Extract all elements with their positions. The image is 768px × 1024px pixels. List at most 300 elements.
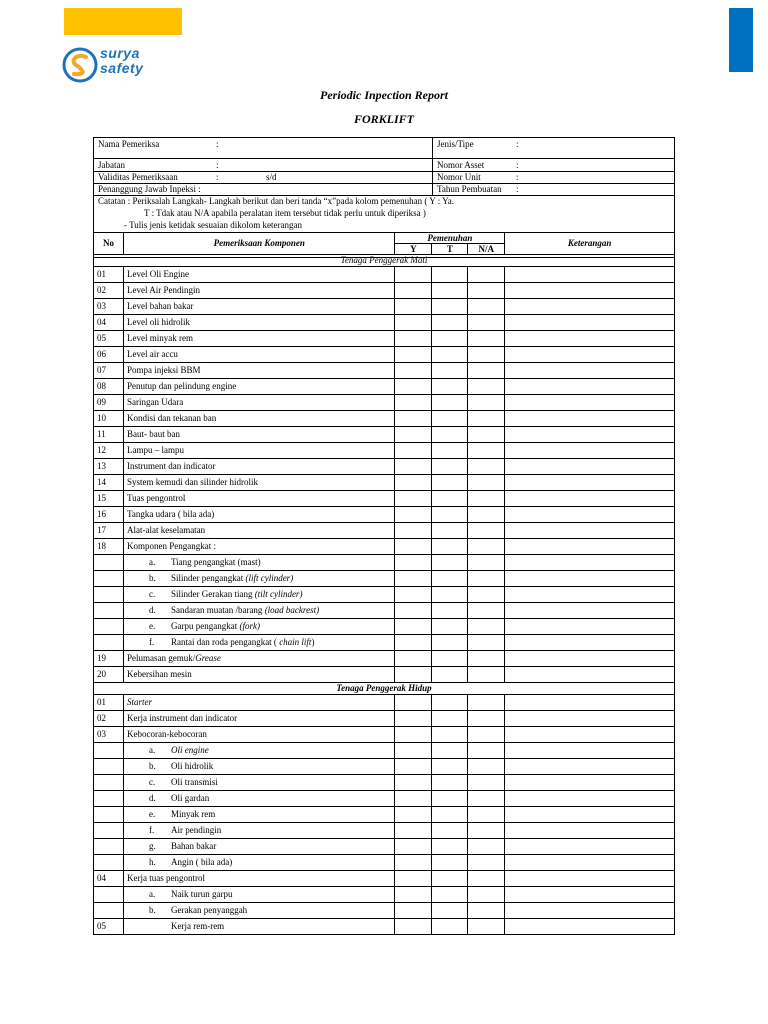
keterangan-cell[interactable] xyxy=(505,587,675,603)
check-na[interactable] xyxy=(468,759,505,775)
keterangan-cell[interactable] xyxy=(505,855,675,871)
row-number xyxy=(94,791,124,807)
check-y[interactable] xyxy=(395,523,432,539)
sd-label: s/d xyxy=(266,172,277,182)
check-na[interactable] xyxy=(468,539,505,555)
table-row xyxy=(94,807,675,823)
check-t[interactable] xyxy=(432,759,468,775)
check-t[interactable] xyxy=(432,743,468,759)
row-label xyxy=(123,695,394,711)
keterangan-cell[interactable] xyxy=(505,635,675,651)
table-row xyxy=(94,759,675,775)
keterangan-cell[interactable] xyxy=(505,363,675,379)
check-y[interactable] xyxy=(395,695,432,711)
check-t[interactable] xyxy=(432,299,468,315)
check-na[interactable] xyxy=(468,919,505,935)
keterangan-cell[interactable] xyxy=(505,823,675,839)
item-text: Saringan Udara xyxy=(126,397,184,407)
check-t[interactable] xyxy=(432,651,468,667)
sub-item-letter: c. xyxy=(148,589,156,599)
check-t[interactable] xyxy=(432,411,468,427)
row-label xyxy=(123,651,394,667)
table-row xyxy=(94,283,675,299)
check-na[interactable] xyxy=(468,887,505,903)
check-y[interactable] xyxy=(395,807,432,823)
item-text: Kerja tuas pengontrol xyxy=(126,873,205,883)
check-t[interactable] xyxy=(432,331,468,347)
keterangan-cell[interactable] xyxy=(505,395,675,411)
item-text-italic: Starter xyxy=(126,697,152,707)
row-label xyxy=(123,635,394,651)
check-t[interactable] xyxy=(432,443,468,459)
check-y[interactable] xyxy=(395,411,432,427)
sub-item-letter: h. xyxy=(148,857,156,867)
check-na[interactable] xyxy=(468,267,505,283)
check-t[interactable] xyxy=(432,267,468,283)
check-na[interactable] xyxy=(468,571,505,587)
check-na[interactable] xyxy=(468,523,505,539)
check-t[interactable] xyxy=(432,919,468,935)
check-na[interactable] xyxy=(468,379,505,395)
sub-item-letter: a. xyxy=(148,557,156,567)
keterangan-cell[interactable] xyxy=(505,887,675,903)
check-y[interactable] xyxy=(395,475,432,491)
check-y[interactable] xyxy=(395,539,432,555)
check-y[interactable] xyxy=(395,347,432,363)
row-label xyxy=(123,379,394,395)
item-text: Instrument dan indicator xyxy=(126,461,216,471)
item-text: Tuas pengontrol xyxy=(126,493,186,503)
check-t[interactable] xyxy=(432,667,468,683)
row-label xyxy=(123,587,394,603)
logo-text-surya: surya xyxy=(100,45,140,61)
colon: : xyxy=(516,139,519,149)
check-y[interactable] xyxy=(395,667,432,683)
check-na[interactable] xyxy=(468,903,505,919)
blue-side-bar xyxy=(729,8,753,72)
check-y[interactable] xyxy=(395,651,432,667)
check-na[interactable] xyxy=(468,491,505,507)
check-na[interactable] xyxy=(468,823,505,839)
check-na[interactable] xyxy=(468,855,505,871)
table-row xyxy=(94,347,675,363)
check-na[interactable] xyxy=(468,299,505,315)
keterangan-cell[interactable] xyxy=(505,475,675,491)
row-label xyxy=(123,427,394,443)
item-text: Level Air Pendingin xyxy=(126,285,200,295)
keterangan-cell[interactable] xyxy=(505,807,675,823)
row-label xyxy=(123,855,394,871)
check-y[interactable] xyxy=(395,587,432,603)
check-y[interactable] xyxy=(395,459,432,475)
sub-item-letter: g. xyxy=(148,841,156,851)
item-text: Oli transmisi xyxy=(170,777,218,787)
keterangan-cell[interactable] xyxy=(505,839,675,855)
check-t[interactable] xyxy=(432,711,468,727)
check-y[interactable] xyxy=(395,823,432,839)
row-label xyxy=(123,331,394,347)
keterangan-cell[interactable] xyxy=(505,775,675,791)
check-na[interactable] xyxy=(468,395,505,411)
check-na[interactable] xyxy=(468,619,505,635)
item-text: Oli gardan xyxy=(170,793,210,803)
inspection-table xyxy=(93,232,675,935)
table-row xyxy=(94,839,675,855)
colon: : xyxy=(216,160,219,170)
row-label xyxy=(123,667,394,683)
row-number: 20 xyxy=(94,667,124,683)
check-t[interactable] xyxy=(432,635,468,651)
check-na[interactable] xyxy=(468,807,505,823)
row-label xyxy=(123,523,394,539)
table-row xyxy=(94,491,675,507)
keterangan-cell[interactable] xyxy=(505,759,675,775)
check-y[interactable] xyxy=(395,395,432,411)
row-label xyxy=(123,759,394,775)
item-text: Naik turun garpu xyxy=(170,889,233,899)
validitas-label: Validitas Pemeriksaan xyxy=(98,172,178,182)
check-t[interactable] xyxy=(432,903,468,919)
keterangan-cell[interactable] xyxy=(505,331,675,347)
item-text: Pelumasan gemuk/ xyxy=(126,653,196,663)
row-label xyxy=(123,919,394,935)
keterangan-cell[interactable] xyxy=(505,347,675,363)
check-y[interactable] xyxy=(395,507,432,523)
colon: : xyxy=(516,184,519,194)
check-na[interactable] xyxy=(468,507,505,523)
table-row xyxy=(94,887,675,903)
check-na[interactable] xyxy=(468,443,505,459)
keterangan-cell[interactable] xyxy=(505,919,675,935)
check-na[interactable] xyxy=(468,727,505,743)
check-y[interactable] xyxy=(395,331,432,347)
item-text: System kemudi dan silinder hidrolik xyxy=(126,477,258,487)
check-y[interactable] xyxy=(395,427,432,443)
col-header-komponen: Pemeriksaan Komponen xyxy=(123,233,394,255)
check-na[interactable] xyxy=(468,791,505,807)
keterangan-cell[interactable] xyxy=(505,267,675,283)
check-na[interactable] xyxy=(468,635,505,651)
penanggung-label: Penanggung Jawab Inpeksi : xyxy=(98,184,201,194)
sub-item-letter: e. xyxy=(148,809,156,819)
check-t[interactable] xyxy=(432,363,468,379)
keterangan-cell[interactable] xyxy=(505,379,675,395)
check-na[interactable] xyxy=(468,411,505,427)
row-number xyxy=(94,839,124,855)
item-text-italic: (lift cylinder) xyxy=(245,573,294,583)
item-text: Garpu pengangkat xyxy=(170,621,240,631)
item-text: Silinder pengangkat xyxy=(170,573,246,583)
check-y[interactable] xyxy=(395,443,432,459)
divider xyxy=(432,138,433,195)
sub-item-letter: b. xyxy=(148,573,156,583)
keterangan-cell[interactable] xyxy=(505,491,675,507)
check-na[interactable] xyxy=(468,283,505,299)
check-y[interactable] xyxy=(395,903,432,919)
check-y[interactable] xyxy=(395,379,432,395)
check-t[interactable] xyxy=(432,507,468,523)
row-number xyxy=(94,635,124,651)
check-t[interactable] xyxy=(432,807,468,823)
sub-item-letter: d. xyxy=(148,605,156,615)
row-number xyxy=(94,555,124,571)
table-row xyxy=(94,523,675,539)
check-na[interactable] xyxy=(468,667,505,683)
row-number: 12 xyxy=(94,443,124,459)
check-t[interactable] xyxy=(432,887,468,903)
report-subtitle: FORKLIFT xyxy=(353,112,414,126)
check-t[interactable] xyxy=(432,283,468,299)
keterangan-cell[interactable] xyxy=(505,871,675,887)
check-t[interactable] xyxy=(432,823,468,839)
keterangan-cell[interactable] xyxy=(505,427,675,443)
keterangan-cell[interactable] xyxy=(505,523,675,539)
check-na[interactable] xyxy=(468,459,505,475)
check-t[interactable] xyxy=(432,727,468,743)
keterangan-cell[interactable] xyxy=(505,539,675,555)
keterangan-cell[interactable] xyxy=(505,903,675,919)
check-t[interactable] xyxy=(432,491,468,507)
check-na[interactable] xyxy=(468,871,505,887)
check-y[interactable] xyxy=(395,919,432,935)
row-label xyxy=(123,363,394,379)
row-number: 05 xyxy=(94,919,124,935)
keterangan-cell[interactable] xyxy=(505,299,675,315)
check-na[interactable] xyxy=(468,555,505,571)
check-t[interactable] xyxy=(432,475,468,491)
row-label xyxy=(123,267,394,283)
row-label xyxy=(123,315,394,331)
check-y[interactable] xyxy=(395,283,432,299)
table-row xyxy=(94,791,675,807)
check-y[interactable] xyxy=(395,299,432,315)
keterangan-cell[interactable] xyxy=(505,571,675,587)
divider xyxy=(94,158,674,159)
col-header-t: T xyxy=(432,244,468,255)
check-na[interactable] xyxy=(468,347,505,363)
keterangan-cell[interactable] xyxy=(505,555,675,571)
table-row xyxy=(94,315,675,331)
sub-item-letter: b. xyxy=(148,761,156,771)
row-number: 04 xyxy=(94,871,124,887)
table-row xyxy=(94,871,675,887)
keterangan-cell[interactable] xyxy=(505,727,675,743)
logo-text-safety: safety xyxy=(100,60,144,76)
item-text: Oli hidrolik xyxy=(170,761,214,771)
row-number: 08 xyxy=(94,379,124,395)
section-tenaga-hidup: Tenaga Penggerak Hidup xyxy=(94,683,675,695)
check-t[interactable] xyxy=(432,539,468,555)
row-label xyxy=(123,395,394,411)
keterangan-cell[interactable] xyxy=(505,791,675,807)
col-header-na: N/A xyxy=(468,244,505,255)
row-label xyxy=(123,619,394,635)
check-t[interactable] xyxy=(432,839,468,855)
row-label xyxy=(123,459,394,475)
check-na[interactable] xyxy=(468,587,505,603)
check-na[interactable] xyxy=(468,651,505,667)
item-text: Rantai dan roda pengangkat ( xyxy=(170,637,280,647)
table-row xyxy=(94,475,675,491)
check-y[interactable] xyxy=(395,267,432,283)
keterangan-cell[interactable] xyxy=(505,619,675,635)
row-label xyxy=(123,347,394,363)
table-row xyxy=(94,603,675,619)
table-row xyxy=(94,587,675,603)
check-y[interactable] xyxy=(395,711,432,727)
keterangan-cell[interactable] xyxy=(505,695,675,711)
item-text: Kebocoran-kebocoran xyxy=(126,729,207,739)
check-t[interactable] xyxy=(432,315,468,331)
keterangan-cell[interactable] xyxy=(505,651,675,667)
table-row xyxy=(94,267,675,283)
check-t[interactable] xyxy=(432,871,468,887)
check-y[interactable] xyxy=(395,635,432,651)
check-t[interactable] xyxy=(432,587,468,603)
row-label xyxy=(123,839,394,855)
row-label xyxy=(123,823,394,839)
keterangan-cell[interactable] xyxy=(505,459,675,475)
item-text: Level Oli Engine xyxy=(126,269,189,279)
check-t[interactable] xyxy=(432,855,468,871)
check-t[interactable] xyxy=(432,379,468,395)
check-na[interactable] xyxy=(468,475,505,491)
table-row xyxy=(94,571,675,587)
table-row xyxy=(94,411,675,427)
keterangan-cell[interactable] xyxy=(505,315,675,331)
check-y[interactable] xyxy=(395,839,432,855)
check-na[interactable] xyxy=(468,603,505,619)
row-label xyxy=(123,791,394,807)
row-number: 18 xyxy=(94,539,124,555)
check-t[interactable] xyxy=(432,791,468,807)
item-text-italic: Grease xyxy=(195,653,221,663)
item-text: Bahan bakar xyxy=(170,841,217,851)
row-number: 07 xyxy=(94,363,124,379)
row-number xyxy=(94,903,124,919)
row-number: 14 xyxy=(94,475,124,491)
check-na[interactable] xyxy=(468,711,505,727)
check-t[interactable] xyxy=(432,347,468,363)
item-text: Tangka udara ( bila ada) xyxy=(126,509,215,519)
keterangan-cell[interactable] xyxy=(505,711,675,727)
row-label xyxy=(123,775,394,791)
check-na[interactable] xyxy=(468,839,505,855)
table-row xyxy=(94,331,675,347)
nama-pemeriksa-label: Nama Pemeriksa xyxy=(98,139,160,149)
colon: : xyxy=(216,172,219,182)
check-y[interactable] xyxy=(395,727,432,743)
row-label xyxy=(123,887,394,903)
row-number: 03 xyxy=(94,727,124,743)
check-y[interactable] xyxy=(395,619,432,635)
surya-safety-logo xyxy=(62,45,172,83)
keterangan-cell[interactable] xyxy=(505,443,675,459)
item-text: Level air accu xyxy=(126,349,178,359)
check-t[interactable] xyxy=(432,695,468,711)
check-t[interactable] xyxy=(432,395,468,411)
check-na[interactable] xyxy=(468,695,505,711)
row-number xyxy=(94,619,124,635)
row-number xyxy=(94,823,124,839)
check-t[interactable] xyxy=(432,459,468,475)
check-y[interactable] xyxy=(395,759,432,775)
keterangan-cell[interactable] xyxy=(505,283,675,299)
check-y[interactable] xyxy=(395,855,432,871)
item-text-italic: Oli engine xyxy=(170,745,209,755)
check-t[interactable] xyxy=(432,523,468,539)
table-row xyxy=(94,775,675,791)
check-y[interactable] xyxy=(395,887,432,903)
row-number xyxy=(94,603,124,619)
row-number: 16 xyxy=(94,507,124,523)
catatan-line1: Catatan : Periksalah Langkah- Langkah berikut dan beri tanda “x”pada kolom pemenuhan ( Y : Ya. xyxy=(98,196,454,206)
check-na[interactable] xyxy=(468,743,505,759)
check-y[interactable] xyxy=(395,775,432,791)
check-y[interactable] xyxy=(395,315,432,331)
table-row xyxy=(94,427,675,443)
item-text: Minyak rem xyxy=(170,809,216,819)
check-t[interactable] xyxy=(432,775,468,791)
check-y[interactable] xyxy=(395,363,432,379)
check-na[interactable] xyxy=(468,427,505,443)
row-number: 03 xyxy=(94,299,124,315)
check-y[interactable] xyxy=(395,791,432,807)
check-na[interactable] xyxy=(468,315,505,331)
check-y[interactable] xyxy=(395,555,432,571)
row-number: 05 xyxy=(94,331,124,347)
item-text: Penutup dan pelindung engine xyxy=(126,381,237,391)
row-label xyxy=(123,491,394,507)
check-t[interactable] xyxy=(432,603,468,619)
check-na[interactable] xyxy=(468,363,505,379)
check-y[interactable] xyxy=(395,571,432,587)
table-row xyxy=(94,823,675,839)
table-row xyxy=(94,903,675,919)
item-text: Tiang pengangkat (mast) xyxy=(170,557,261,567)
jenis-tipe-label: Jenis/Tipe xyxy=(437,139,474,149)
keterangan-cell[interactable] xyxy=(505,507,675,523)
row-number xyxy=(94,759,124,775)
row-number xyxy=(94,887,124,903)
check-y[interactable] xyxy=(395,871,432,887)
yellow-header-bar xyxy=(64,8,182,35)
nomor-asset-label: Nomor Asset xyxy=(437,160,485,170)
check-t[interactable] xyxy=(432,555,468,571)
check-na[interactable] xyxy=(468,775,505,791)
check-t[interactable] xyxy=(432,571,468,587)
check-y[interactable] xyxy=(395,491,432,507)
keterangan-cell[interactable] xyxy=(505,743,675,759)
catatan-line2: T : Tdak atau N/A apabila peralatan item tersebut tidak perlu untuk diperiksa ) xyxy=(144,208,426,218)
row-number: 19 xyxy=(94,651,124,667)
keterangan-cell[interactable] xyxy=(505,667,675,683)
check-t[interactable] xyxy=(432,427,468,443)
check-y[interactable] xyxy=(395,743,432,759)
table-row xyxy=(94,727,675,743)
check-y[interactable] xyxy=(395,603,432,619)
row-number: 11 xyxy=(94,427,124,443)
sub-item-letter: b. xyxy=(148,905,156,915)
table-row xyxy=(94,651,675,667)
row-label xyxy=(123,475,394,491)
check-na[interactable] xyxy=(468,331,505,347)
keterangan-cell[interactable] xyxy=(505,411,675,427)
check-t[interactable] xyxy=(432,619,468,635)
table-row xyxy=(94,695,675,711)
keterangan-cell[interactable] xyxy=(505,603,675,619)
colon: : xyxy=(516,160,519,170)
